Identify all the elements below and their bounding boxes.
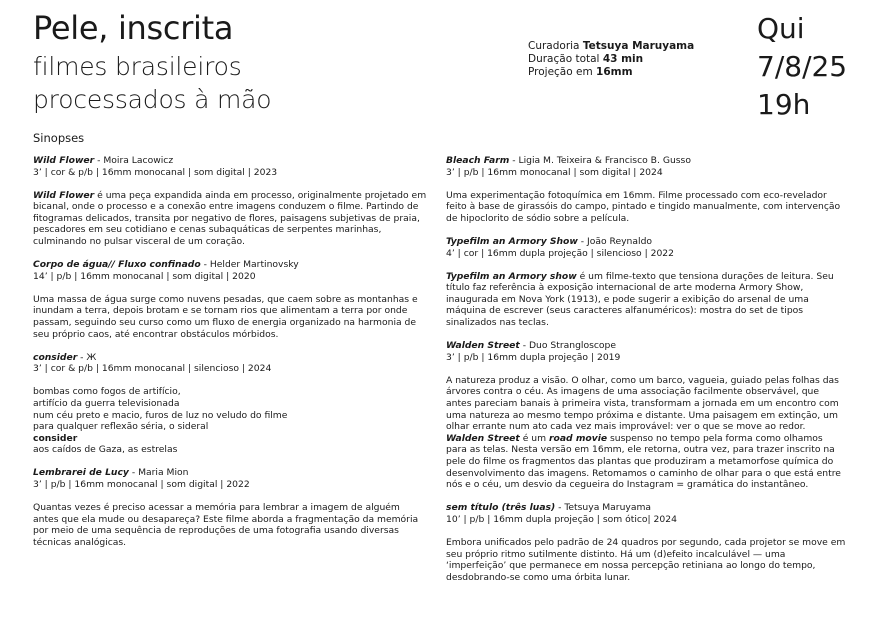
subtitle-line-2: processados à mão [33, 85, 272, 114]
film-header: Walden Street - Duo Strangloscope 3’ | p/b | 16mm dupla projeção | 2019 [446, 340, 621, 363]
synopsis-bleach-farm: Uma experimentação fotoquímica em 16mm. Filme processado com eco-revelador feito à base de girassóis do campo, pintado e tingido manualmente, com intervenção de hipoclorito de sódio sobre a película. [446, 189, 841, 224]
film-header: sem título (três luas) - Tetsuya Maruyama 10’ | p/b | 16mm dupla projeção | som ótico| 2024 [446, 502, 677, 525]
film-header: Bleach Farm - Ligia M. Teixeira & Francisco B. Gusso 3’ | p/b | 16mm monocanal | som digital | 2024 [446, 155, 691, 178]
film-header: consider - Ж 3’ | cor & p/b | 16mm monocanal | silencioso | 2024 [33, 351, 272, 375]
page-title: Pele, inscrita [33, 9, 234, 47]
synopsis-lucy: Quantas vezes é preciso acessar a memória para lembrar a imagem de alguém antes que ela mude ou desapareça? Este filme aborda a fragmentação da memória por meio de uma sequência de reproduções de uma fotografia usando diversas técnicas analógicas. [33, 502, 419, 548]
synopsis-consider-poem: bombas como fogos de artifício, artifício da guerra televisionada num céu preto e macio, furos de luz no veludo do filme para qualquer reflexão séria, o sideral consider aos caídos de Gaza, as estrelas [33, 386, 288, 456]
credit-projecao: Projeção em 16mm [528, 66, 633, 78]
credit-curadoria: Curadoria Tetsuya Maruyama [528, 40, 695, 52]
section-title: Sinopses [33, 131, 85, 145]
page-subtitle [33, 50, 271, 116]
event-date [757, 10, 847, 124]
film-header: Typefilm an Armory Show - João Reynaldo 4’ | cor | 16mm dupla projeção | silencioso | 2022 [446, 235, 674, 259]
date-weekday: Qui [757, 12, 805, 45]
synopsis-sem-titulo: Embora unificados pelo padrão de 24 quadros por segundo, cada projetor se move em seu próprio ritmo sutilmente distinto. Há um (d)efeito incalculável — uma ‘imperfeição’ que permanece em nossa percepção retiniana ao longo do tempo, desdobrando-se como uma órbita lunar. [446, 536, 846, 583]
synopsis-typefilm: Typefilm an Armory show é um filme-texto que tensiona durações de leitura. Seu título faz referência à exposição internacional de arte moderna Armory Show, inaugurada em Nova York (1913), e pode sugerir a exibição do arsenal de uma máquina de escrever (seus caracteres alfanuméricos): mostra do set de tipos sinalizados nas teclas. [446, 270, 834, 329]
synopsis-walden-street: A natureza produz a visão. O olhar, como um barco, vagueia, guiado pelas folhas das árvores contra o céu. As imagens de uma associação facilmente observável, que antes pareciam banais à primeira vista, transformam a jornada em um encontro com uma natureza ao mesmo tempo próxima e distante. Uma paisagem em extinção, um olhar errante num ato cada vez mais improvável: ver o que se move ao redor. Walden Street é um road movie suspenso no tempo pela forma como olhamos para as telas. Nesta versão em 16mm, ele retorna, outra vez, para trazer inscrito na pele do filme os fragmentos das plantas que produziram a metamorfose química do desenvolvimento das imagens. Retomamos o caminho de olhar para o que está entre nós e o céu, um desvio da cegueira do Instagram = gramática do instantâneo. [446, 374, 841, 491]
film-header: Wild Flower - Moira Lacowicz 3’ | cor & p/b | 16mm monocanal | som digital | 2023 [33, 155, 278, 178]
synopsis-corpo-de-agua: Uma massa de água surge como nuvens pesadas, que caem sobre as montanhas e inundam a terra, depois brotam e se tornam rios que alimentam a terra por onde passam, seguindo seu curso como um fluxo de energia organizado na harmonia de seu próprio caos, até encontrar obstáculos mórbidos. [33, 293, 418, 340]
credits-block [528, 40, 694, 79]
date-day: 7/8/25 [757, 50, 848, 83]
date-time: 19h [757, 88, 811, 121]
film-header: Lembrarei de Lucy - Maria Mion 3’ | p/b | 16mm monocanal | som digital | 2022 [33, 467, 250, 491]
right-column [446, 155, 846, 595]
film-header: Corpo de água// Fluxo confinado - Helder Martinovsky 14’ | p/b | 16mm monocanal | som digital | 2020 [33, 259, 299, 282]
credit-duracao: Duração total 43 min [528, 53, 644, 65]
left-column [33, 155, 428, 560]
subtitle-line-1: filmes brasileiros [33, 52, 242, 81]
synopsis-wild-flower: Wild Flower é uma peça expandida ainda em processo, originalmente projetado em bicanal, onde o processo e a conexão entre imagens conduzem o filme. Partindo de fitogramas delicados, transita por negativo de flores, paisagens subjetivas de praia, pescadores em seu cotidiano e cenas subaquáticas de serpentes marinhas, culminando no pulsar visceral de um coração. [33, 189, 427, 248]
